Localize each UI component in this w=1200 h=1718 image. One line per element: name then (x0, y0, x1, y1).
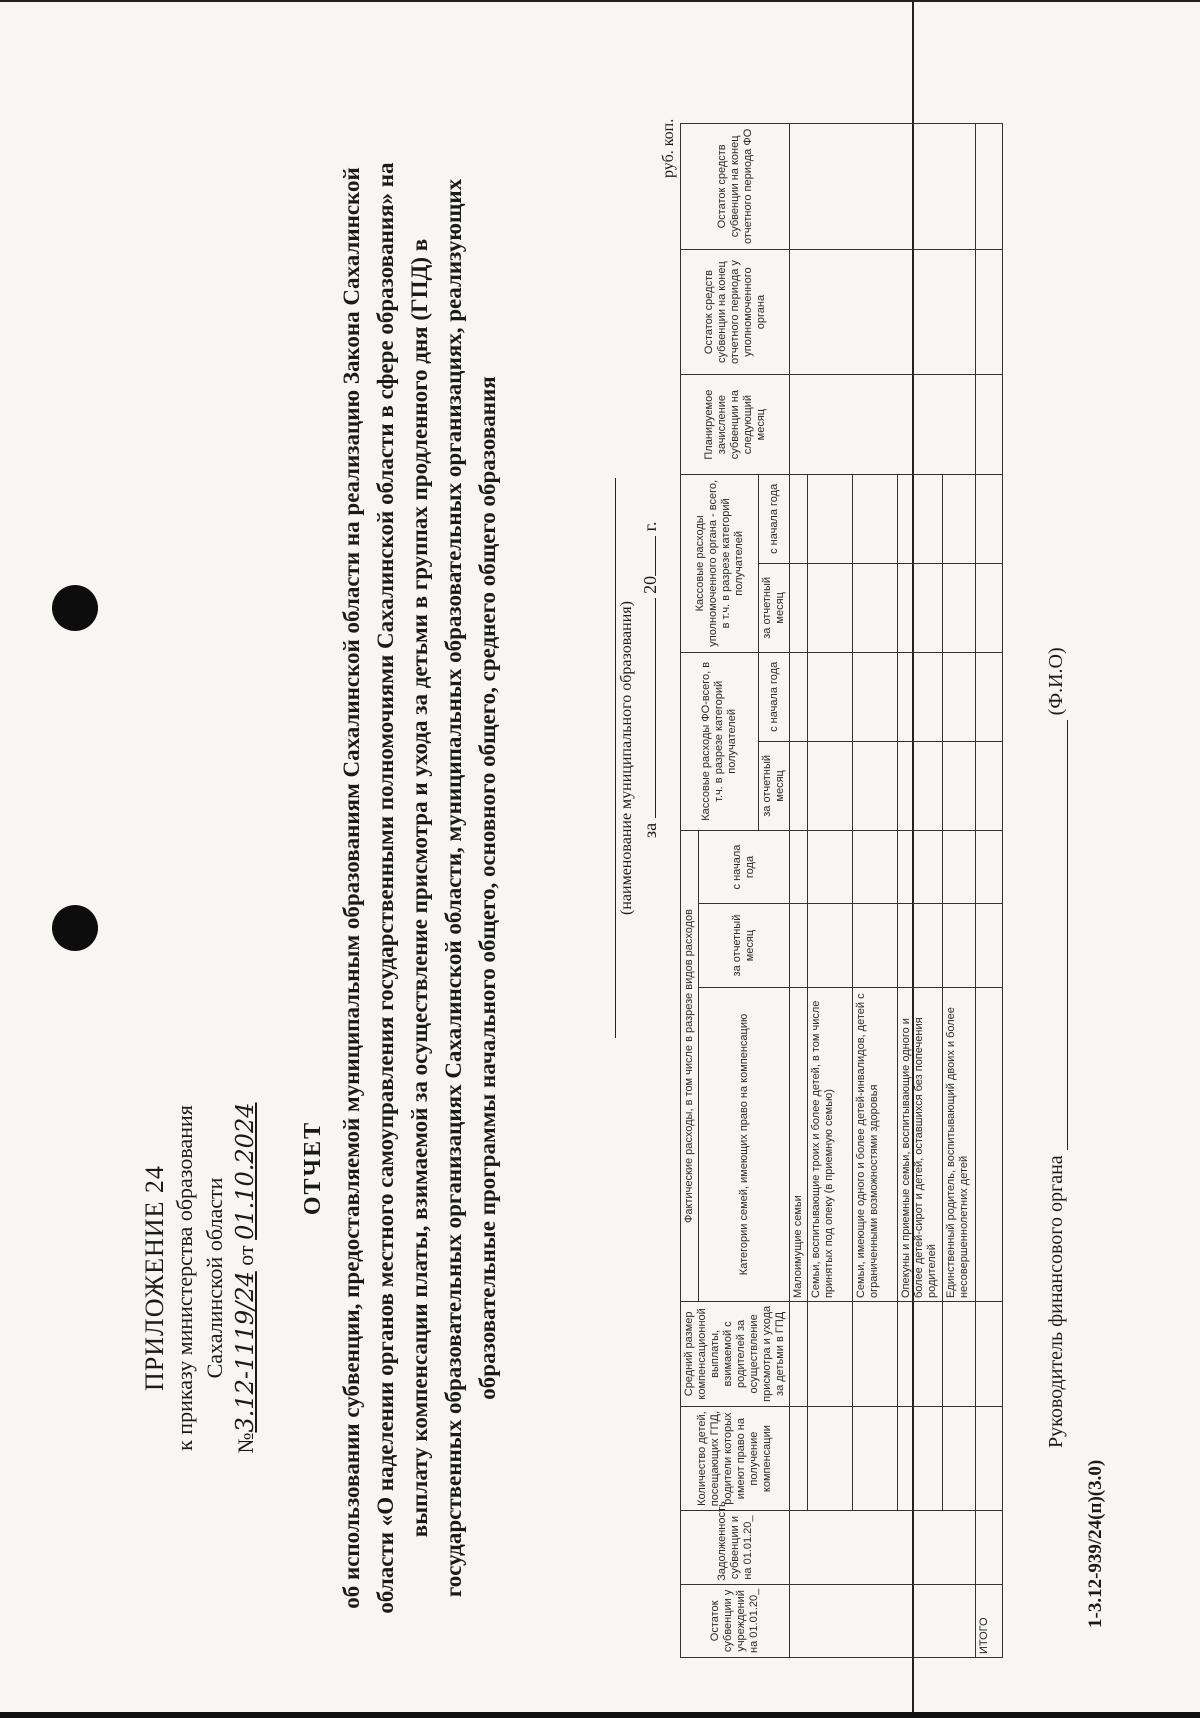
table-row (790, 124, 808, 1658)
table-header-row-1 (681, 124, 699, 1658)
header-fact: Фактические расходы, в том числе в разрезе видов расходов (681, 830, 699, 1301)
header-zadolzh: Задолженность субвенции и на 01.01.20_ (681, 1511, 790, 1584)
currency-unit: руб. коп. (660, 118, 677, 178)
header-fact-month: за отчетный месяц (699, 904, 790, 988)
header-kolvo: Количество детей, посещающих ГПД, родители которых имеют право на получение компенсации (681, 1406, 790, 1511)
header-ost-fo: Остаток средств субвенции на конец отчетного периода ФО (681, 124, 790, 250)
category-4: Опекуны и приемные семьи, воспитывающие одного и более детей-сирот и детей, оставшихся без попечения родителей (898, 987, 943, 1301)
header-fact-year: с начала года (699, 830, 790, 903)
municipality-field (615, 218, 636, 1038)
municipality-caption: (наименование муниципального образования) (615, 478, 636, 1038)
signer-title: Руководитель финансового органа (1045, 1155, 1067, 1448)
date-prefix: от (233, 1245, 258, 1266)
appendix-line1: к приказу министерства образования (172, 1105, 197, 1451)
header-ost-up: Остаток средств субвенции на конец отчетного периода у уполномоченного органа (681, 249, 790, 375)
order-number-handwritten: 3.12-1119/24 (231, 1271, 259, 1433)
header-ostatok: Остаток субвенции у учреждений на 01.01.20_ (681, 1584, 790, 1657)
header-fo-year: с начала года (759, 652, 790, 741)
header-kategorii: Категории семей, имеющих право на компенсацию (699, 987, 790, 1301)
category-3: Семьи, имеющие одного и более детей-инвалидов, детей с ограниченными возможностями здоровья (853, 987, 898, 1301)
document-code: 1-3.12-939/24(п)(3.0) (1085, 1459, 1106, 1628)
header-kass-up: Кассовые расходы уполномоченного органа - всего, в т.ч. в разрезе категорий получателей (681, 474, 759, 652)
period-suffix: г. (640, 521, 660, 532)
appendix-number-line (230, 1018, 261, 1538)
period-prefix: за (640, 822, 660, 838)
order-date-handwritten: 01.10.2024 (231, 1102, 259, 1240)
header-up-month: за отчетный месяц (759, 563, 790, 652)
report-title: ОТЧЕТ (300, 1120, 326, 1216)
appendix-title: ПРИЛОЖЕНИЕ 24 (140, 1165, 169, 1391)
header-up-year: с начала года (759, 474, 790, 563)
category-1: Малоимущие семьи (790, 987, 808, 1301)
number-prefix: № (233, 1432, 258, 1454)
report-table (680, 123, 1003, 1658)
period-year: 20 (640, 575, 660, 594)
period-line (640, 522, 661, 838)
signer-fio: (Ф.И.О) (1045, 647, 1067, 716)
header-fo-month: за отчетный месяц (759, 741, 790, 830)
header-plan: Планируемое зачисление субвенции на следующий месяц (681, 375, 790, 474)
signature-line (1045, 647, 1068, 1448)
category-2: Семьи, воспитывающие троих и более детей, в том числе принятых под опеку (в приемную семью) (808, 987, 853, 1301)
header-kass-fo: Кассовые расходы ФО-всего, в т.ч. в разрезе категорий получателей (681, 652, 759, 830)
report-subject: об использовании субвенции, предоставляемой муниципальным образованиям Сахалинской области на реализацию Закона Сахалинской области «О наделении органов местного самоуправления государственными полномочиями Сахалинской области в сфере образования» на выплату компенсации платы, взимаемой за осуществление присмотра и ухода за детьми в группах продленного дня (ГПД) в государственных образовательных организациях Сахалинской области, муниципальных образовательных организациях, реализующих образовательные программы начального общего, основного общего, среднего общего образования (339, 162, 500, 1614)
category-5: Единственный родитель, воспитывающий двоих и более несовершеннолетних детей (943, 987, 976, 1301)
total-label: ИТОГО (976, 1584, 1003, 1657)
header-razmer: Средний размер компенсационной выплаты, взимаемой с родителей за осуществление присмотра и ухода за детьми в ГПД (681, 1302, 790, 1407)
table-total-row (976, 124, 1003, 1658)
appendix-line2: Сахалинской области (202, 1177, 227, 1379)
appendix-block (140, 1018, 261, 1538)
